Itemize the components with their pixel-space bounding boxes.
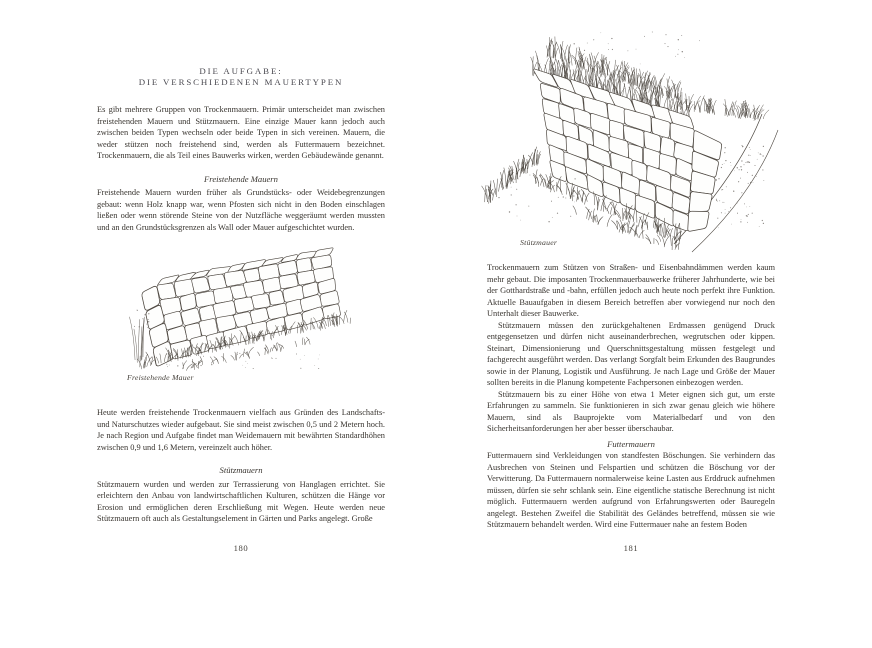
- figure-freestanding-wall: [97, 243, 385, 389]
- page-number-right: 181: [623, 543, 639, 553]
- paragraph-wall-groups-intro: Es gibt mehrere Gruppen von Trockenmauern. Primär unterscheidet man zwischen freistehenden Mauern und Stützmauern. Eine einzige Mauer kann jedoch auch zwischen beiden Typen wechseln oder beide Typen in sich vereinen. Mauern, die weder stützen noch freistehend sind, werden als Futtermauern bezeichnet. Trockenmauern, die als Teil eines Bauwerks wirken, werden Gebäudewände genannt.: [97, 105, 385, 160]
- chapter-title-line-1: DIE AUFGABE:: [199, 66, 283, 76]
- paragraph-freestanding-today: Heute werden freistehende Trockenmauern vielfach aus Gründen des Landschafts- und Naturschutzes wieder aufgebaut. Sie sind meist zwischen 0,5 und 2 Metern hoch. Je nach Region und Aufgabe findet man Weidemauern mit bewährten Standardhöhen zwischen 0,9 und 1,6 Metern, vereinzelt auch höher.: [97, 408, 385, 452]
- figure-caption-freestanding: Freistehende Mauer: [127, 373, 194, 382]
- paragraph-retaining-requirements: Stützmauern müssen den zurückgehaltenen Erdmassen genügend Druck entgegensetzen und dürfen nicht auseinanderbrechen, wegrutschen oder kippen. Steinart, Dimensionierung und Querschnittsgestaltung müssen festgelegt und fachgerecht ausgeführt werden. Das verlangt Sorgfalt beim Erkunden des Baugrundes sowie in der Planung, Logistik und Ausführung. Je nach Lage und Größe der Mauer sollten bereits in die Planung kompetente Fachpersonen einbezogen werden.: [487, 320, 775, 387]
- retaining-wall-illustration: [478, 4, 788, 254]
- page-number-left: 180: [233, 543, 249, 553]
- heading-freistehende-mauern: Freistehende Mauern: [204, 173, 278, 184]
- paragraph-freestanding-history: Freistehende Mauern wurden früher als Grundstücks- oder Weidebegrenzungen gebaut: wenn Holz knapp war, wenn Pfosten sich nicht in den Boden einschlagen ließen oder wenn störende Steine von der Nutzfläche weggeräumt werden mussten und an den Grundstücksgrenzen als Wall oder Mauer aufgeschichtet wurden.: [97, 188, 385, 232]
- paragraph-retaining-experience: Stützmauern bis zu einer Höhe von etwa 1 Meter eignen sich gut, um erste Erfahrungen zu sammeln. Sie funktionieren in sich zwar genau gleich wie höhere Mauern, sind als Bauprojekte vom Materialbedarf und von den Sicherheitsanforderungen her aber besser überschaubar.: [487, 389, 775, 433]
- chapter-title-line-2: DIE VERSCHIEDENEN MAUERTYPEN: [138, 77, 344, 87]
- paragraph-embankment-walls: Trockenmauern zum Stützen von Straßen- und Eisenbahndämmen werden kaum mehr gebaut. Die imposanten Trockenmauerbauwerke früherer Jahrhunderte, wie bei der Gotthardstraße und -bahn, erfüllen jedoch auch heute noch perfekt ihre Funktion. Aktuelle Bauaufgaben in diesem Bereich betreffen aber vorwiegend nur noch den Unterhalt dieser Bauwerke.: [487, 263, 775, 318]
- page-left: [97, 66, 385, 525]
- figure-caption-retaining: Stützmauer: [520, 238, 558, 247]
- heading-stuetzmauern: Stützmauern: [219, 465, 263, 475]
- page-right: [487, 262, 775, 531]
- figure-retaining-wall: [478, 4, 790, 256]
- heading-futtermauern: Futtermauern: [607, 438, 655, 449]
- freestanding-wall-illustration: [125, 243, 365, 378]
- paragraph-retaining-intro: Stützmauern wurden und werden zur Terrassierung von Hanglagen errichtet. Sie erleichtern den Anbau von landwirtschaftlichen Kulturen, schützen die Hänge vor Erosion und ermöglichen deren Erschließung mit Wegen. Heute werden neue Stützmauern oft auch als Gestaltungselement in Gärten und Parks angelegt. Große: [97, 479, 385, 523]
- chapter-title: [97, 66, 385, 88]
- paragraph-facing-walls: Futtermauern sind Verkleidungen von standfesten Böschungen. Sie verhindern das Ausbrechen von Steinen und Felspartien und schützen die Böschung vor der Verwitterung. Da Futtermauern normalerweise keine Lasten aus Erddruck aufnehmen müssen, dürfen sie sehr schlank sein. Eine eigentliche statische Berechnung ist nicht möglich. Futtermauern werden aufgrund von Erfahrungswerten oder Bauregeln angelegt. Bestehen Zweifel die Stabilität des Geländes betreffend, müssen sie wie Stützmauern behandelt werden. Wird eine Futtermauer nahe an festem Boden: [487, 451, 775, 529]
